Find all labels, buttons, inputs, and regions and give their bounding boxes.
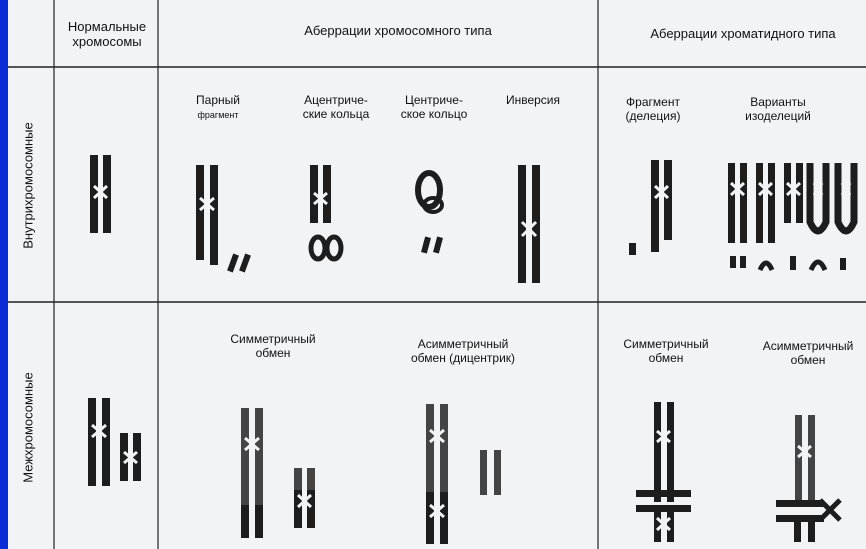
label-symmetric-exchange-chromosome: Симметричный обмен [230,332,316,360]
fragment-deletion-icon [629,160,672,255]
header-normal-chromosomes: Нормальные хромосомы [67,19,147,49]
symmetric-exchange-chromosome-icon [241,408,315,538]
paired-fragment-icon [196,165,251,272]
label-isodeletion-variants: Варианты изоделеций [745,95,811,123]
label-fragment-deletion: Фрагмент (делеция) [625,95,681,123]
label-asymmetric-exchange-dicentric: Асимметричный обмен (дицентрик) [410,337,516,365]
label-paired-fragment: Парный [196,93,240,107]
centric-ring-icon [418,173,443,254]
row-label-intrachromosomal: Внутрихромосомные [20,122,36,249]
row-label-interchromosomal: Межхромосомные [20,372,36,483]
inversion-icon [518,165,540,283]
diagram-sheet [8,0,866,549]
asymmetric-exchange-dicentric-icon [426,404,501,544]
chromosome-drawings [8,0,866,549]
label-paired-fragment-sub: фрагмент [197,110,239,120]
normal-chromosome-icon [90,155,111,233]
normal-chromosome-pair-icon [88,398,141,486]
acentric-rings-icon [310,165,341,259]
label-asymmetric-exchange-chromatid: Асимметричный обмен [762,339,854,367]
label-inversion: Инверсия [505,93,561,107]
header-chromosome-type: Аберрации хромосомного типа [304,23,492,38]
isodeletion-variants-icon [728,163,854,270]
asymmetric-exchange-chromatid-icon [776,415,840,542]
header-chromatid-type: Аберрации хроматидного типа [650,26,836,41]
label-centric-ring: Центриче- ское кольцо [400,93,468,121]
label-acentric-rings: Ацентриче- ские кольца [302,93,370,121]
label-symmetric-exchange-chromatid: Симметричный обмен [623,337,709,365]
symmetric-exchange-chromatid-icon [636,402,691,542]
